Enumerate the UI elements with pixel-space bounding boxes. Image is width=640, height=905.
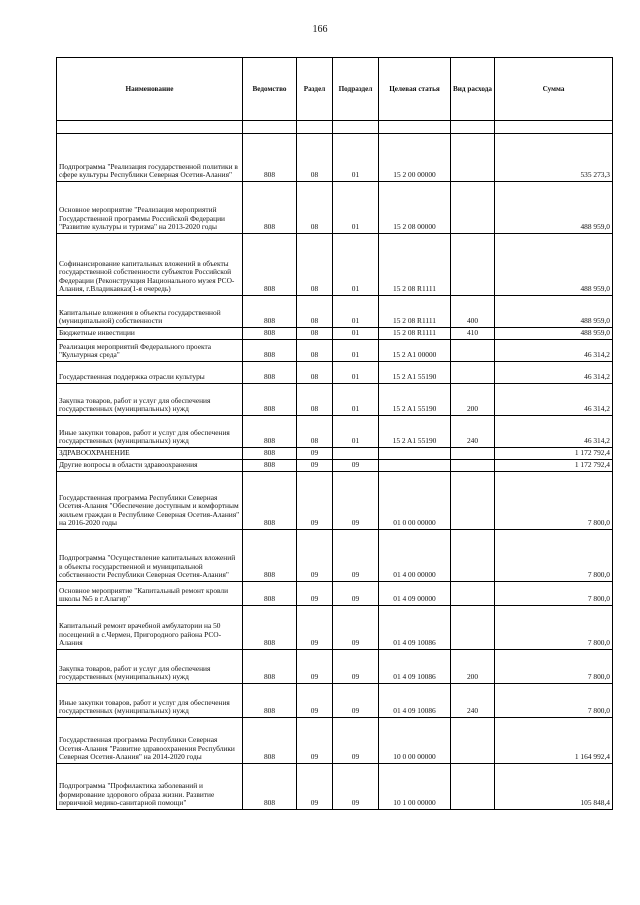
cell-amount: 1 172 792,4 <box>495 448 613 460</box>
cell-name: Закупка товаров, работ и услуг для обеспечения государственных (муниципальных) нужд <box>57 650 243 684</box>
cell-section: 08 <box>297 384 333 416</box>
cell-expense-type <box>451 606 495 650</box>
table-row <box>57 234 613 296</box>
cell-expense-type: 200 <box>451 650 495 684</box>
cell-subsection: 01 <box>333 134 379 182</box>
cell-target-article <box>379 460 451 472</box>
cell-subsection: 09 <box>333 530 379 582</box>
cell-section: 09 <box>297 764 333 810</box>
cell-target-article: 15 2 A1 55190 <box>379 416 451 448</box>
cell-subsection: 09 <box>333 718 379 764</box>
cell-section: 09 <box>297 650 333 684</box>
cell-section: 09 <box>297 460 333 472</box>
cell-subsection: 01 <box>333 384 379 416</box>
header-name: Наименование <box>57 58 243 121</box>
cell-name: Иные закупки товаров, работ и услуг для обеспечения государственных (муниципальных) нужд <box>57 684 243 718</box>
cell-amount: 7 800,0 <box>495 606 613 650</box>
cell-name: Государственная поддержка отрасли культуры <box>57 362 243 384</box>
cell-name: Капитальный ремонт врачебной амбулатории на 50 посещений в с.Чермен, Пригородного района РСО-Алания <box>57 606 243 650</box>
table-row <box>57 606 613 650</box>
cell-amount: 488 959,0 <box>495 296 613 328</box>
cell-name: Основное мероприятие "Капитальный ремонт кровли школы №5 в г.Алагир" <box>57 582 243 606</box>
table-body <box>57 121 613 810</box>
table-row <box>57 472 613 530</box>
cell-department: 808 <box>243 764 297 810</box>
cell-department: 808 <box>243 340 297 362</box>
cell-department: 808 <box>243 606 297 650</box>
cell-department: 808 <box>243 296 297 328</box>
cell-name: Подпрограмма "Осуществление капитальных вложений в объекты государственной и муниципальной собственности Республики Северная Осетия-Алания" <box>57 530 243 582</box>
cell-target-article: 15 2 08 R1111 <box>379 296 451 328</box>
cell-subsection: 09 <box>333 582 379 606</box>
cell-section: 08 <box>297 134 333 182</box>
table-row <box>57 416 613 448</box>
cell-expense-type <box>451 582 495 606</box>
cell-name: Иные закупки товаров, работ и услуг для обеспечения государственных (муниципальных) нужд <box>57 416 243 448</box>
cell-target-article: 01 4 09 10086 <box>379 684 451 718</box>
cell-expense-type <box>451 530 495 582</box>
table-row <box>57 340 613 362</box>
cell-amount: 1 164 992,4 <box>495 718 613 764</box>
cell-name: Закупка товаров, работ и услуг для обеспечения государственных (муниципальных) нужд <box>57 384 243 416</box>
table-row <box>57 182 613 234</box>
cell-target-article: 10 0 00 00000 <box>379 718 451 764</box>
cell-section: 08 <box>297 362 333 384</box>
cell-name: Основное мероприятие "Реализация мероприятий Государственной программы Российской Федерации "Развитие культуры и туризма" на 2013-2020 годы <box>57 182 243 234</box>
cell-department: 808 <box>243 416 297 448</box>
cell-name: Государственная программа Республики Северная Осетия-Алания "Развитие здравоохранения Республики Северная Осетия-Алания" на 2014-2020 годы <box>57 718 243 764</box>
cell-amount: 105 848,4 <box>495 764 613 810</box>
cell-expense-type <box>451 448 495 460</box>
cell-target-article: 01 0 00 00000 <box>379 472 451 530</box>
cell-name: Государственная программа Республики Северная Осетия-Алания "Обеспечение доступным и комфортным жильем граждан в Республике Северная Осетия-Алания" на 2016-2020 годы <box>57 472 243 530</box>
cell-amount: 488 959,0 <box>495 328 613 340</box>
cell-expense-type: 240 <box>451 416 495 448</box>
header-section: Раздел <box>297 58 333 121</box>
cell-target-article: 15 2 08 R1111 <box>379 234 451 296</box>
cell-amount: 488 959,0 <box>495 234 613 296</box>
cell-subsection <box>333 448 379 460</box>
cell-subsection: 09 <box>333 472 379 530</box>
cell-name: Реализация мероприятий Федерального проекта "Культурная среда" <box>57 340 243 362</box>
cell-subsection: 09 <box>333 650 379 684</box>
cell-amount: 46 314,2 <box>495 416 613 448</box>
cell-amount: 7 800,0 <box>495 582 613 606</box>
cell-target-article: 15 2 A1 55190 <box>379 384 451 416</box>
cell-subsection: 01 <box>333 416 379 448</box>
cell-section: 09 <box>297 530 333 582</box>
cell-section: 09 <box>297 448 333 460</box>
cell-expense-type: 400 <box>451 296 495 328</box>
cell-target-article: 15 2 00 00000 <box>379 134 451 182</box>
table-row <box>57 764 613 810</box>
table-row <box>57 448 613 460</box>
cell-section: 08 <box>297 296 333 328</box>
table-row <box>57 296 613 328</box>
cell-amount: 1 172 792,4 <box>495 460 613 472</box>
cell-amount: 7 800,0 <box>495 650 613 684</box>
cell-expense-type <box>451 362 495 384</box>
cell-subsection: 01 <box>333 182 379 234</box>
table-row <box>57 718 613 764</box>
cell-section: 08 <box>297 340 333 362</box>
cell-department: 808 <box>243 234 297 296</box>
cell-subsection: 01 <box>333 296 379 328</box>
cell-subsection: 09 <box>333 684 379 718</box>
cell-section: 09 <box>297 684 333 718</box>
cell-target-article <box>379 448 451 460</box>
cell-expense-type <box>451 234 495 296</box>
cell-name: ЗДРАВООХРАНЕНИЕ <box>57 448 243 460</box>
table-row <box>57 328 613 340</box>
table-row <box>57 362 613 384</box>
cell-department: 808 <box>243 362 297 384</box>
cell-expense-type: 240 <box>451 684 495 718</box>
cell-amount: 535 273,3 <box>495 134 613 182</box>
cell-expense-type: 200 <box>451 384 495 416</box>
cell-department: 808 <box>243 718 297 764</box>
cell-expense-type <box>451 134 495 182</box>
cell-department: 808 <box>243 182 297 234</box>
cell-expense-type <box>451 182 495 234</box>
cell-name: Подпрограмма "Профилактика заболеваний и формирование здорового образа жизни. Развитие первичной медико-санитарной помощи" <box>57 764 243 810</box>
cell-amount: 46 314,2 <box>495 362 613 384</box>
header-subsection: Подраздел <box>333 58 379 121</box>
cell-expense-type <box>451 764 495 810</box>
cell-amount: 488 959,0 <box>495 182 613 234</box>
cell-section: 08 <box>297 234 333 296</box>
cell-amount: 7 800,0 <box>495 684 613 718</box>
cell-name: Софинансирование капитальных вложений в объекты государственной собственности субъектов Российской Федерации (Реконструкция Национального музея РСО-Алания, г.Владикавказ(1-я очередь) <box>57 234 243 296</box>
cell-department: 808 <box>243 448 297 460</box>
page-number: 166 <box>312 24 328 35</box>
cell-target-article: 15 2 A1 55190 <box>379 362 451 384</box>
cell-name: Другие вопросы в области здравоохранения <box>57 460 243 472</box>
cell-subsection: 01 <box>333 234 379 296</box>
cell-section: 08 <box>297 416 333 448</box>
cell-department: 808 <box>243 134 297 182</box>
cell-expense-type <box>451 718 495 764</box>
cell-target-article: 01 4 09 00000 <box>379 582 451 606</box>
cell-department: 808 <box>243 530 297 582</box>
cell-department: 808 <box>243 384 297 416</box>
header-target-article: Целевая статья <box>379 58 451 121</box>
cell-target-article: 10 1 00 00000 <box>379 764 451 810</box>
cell-section: 09 <box>297 606 333 650</box>
cell-section: 09 <box>297 472 333 530</box>
cell-subsection: 01 <box>333 328 379 340</box>
cell-target-article: 01 4 09 10086 <box>379 650 451 684</box>
table-row <box>57 134 613 182</box>
cell-target-article: 01 4 00 00000 <box>379 530 451 582</box>
budget-table <box>56 57 613 810</box>
spacer-row <box>57 121 613 134</box>
cell-department: 808 <box>243 328 297 340</box>
cell-department: 808 <box>243 684 297 718</box>
cell-section: 08 <box>297 328 333 340</box>
table-row <box>57 384 613 416</box>
cell-subsection: 09 <box>333 764 379 810</box>
cell-subsection: 01 <box>333 340 379 362</box>
cell-section: 09 <box>297 718 333 764</box>
header-expense-type: Вид расхода <box>451 58 495 121</box>
cell-subsection: 09 <box>333 606 379 650</box>
cell-expense-type <box>451 340 495 362</box>
table-row <box>57 530 613 582</box>
cell-section: 08 <box>297 182 333 234</box>
cell-target-article: 01 4 09 10086 <box>379 606 451 650</box>
cell-department: 808 <box>243 650 297 684</box>
table-row <box>57 650 613 684</box>
cell-section: 09 <box>297 582 333 606</box>
cell-amount: 46 314,2 <box>495 384 613 416</box>
cell-amount: 46 314,2 <box>495 340 613 362</box>
cell-department: 808 <box>243 460 297 472</box>
cell-name: Бюджетные инвестиции <box>57 328 243 340</box>
table-row <box>57 460 613 472</box>
cell-department: 808 <box>243 582 297 606</box>
cell-name: Подпрограмма "Реализация государственной политики в сфере культуры Республики Северная Осетия-Алания" <box>57 134 243 182</box>
cell-amount: 7 800,0 <box>495 472 613 530</box>
cell-name: Капитальные вложения в объекты государственной (муниципальной) собственности <box>57 296 243 328</box>
table-row <box>57 684 613 718</box>
table-header-row <box>57 58 613 121</box>
cell-subsection: 01 <box>333 362 379 384</box>
cell-amount: 7 800,0 <box>495 530 613 582</box>
cell-department: 808 <box>243 472 297 530</box>
cell-target-article: 15 2 08 R1111 <box>379 328 451 340</box>
cell-target-article: 15 2 A1 00000 <box>379 340 451 362</box>
table-row <box>57 582 613 606</box>
cell-target-article: 15 2 08 00000 <box>379 182 451 234</box>
cell-expense-type <box>451 460 495 472</box>
header-department: Ведомство <box>243 58 297 121</box>
header-amount: Сумма <box>495 58 613 121</box>
cell-expense-type: 410 <box>451 328 495 340</box>
cell-subsection: 09 <box>333 460 379 472</box>
cell-expense-type <box>451 472 495 530</box>
